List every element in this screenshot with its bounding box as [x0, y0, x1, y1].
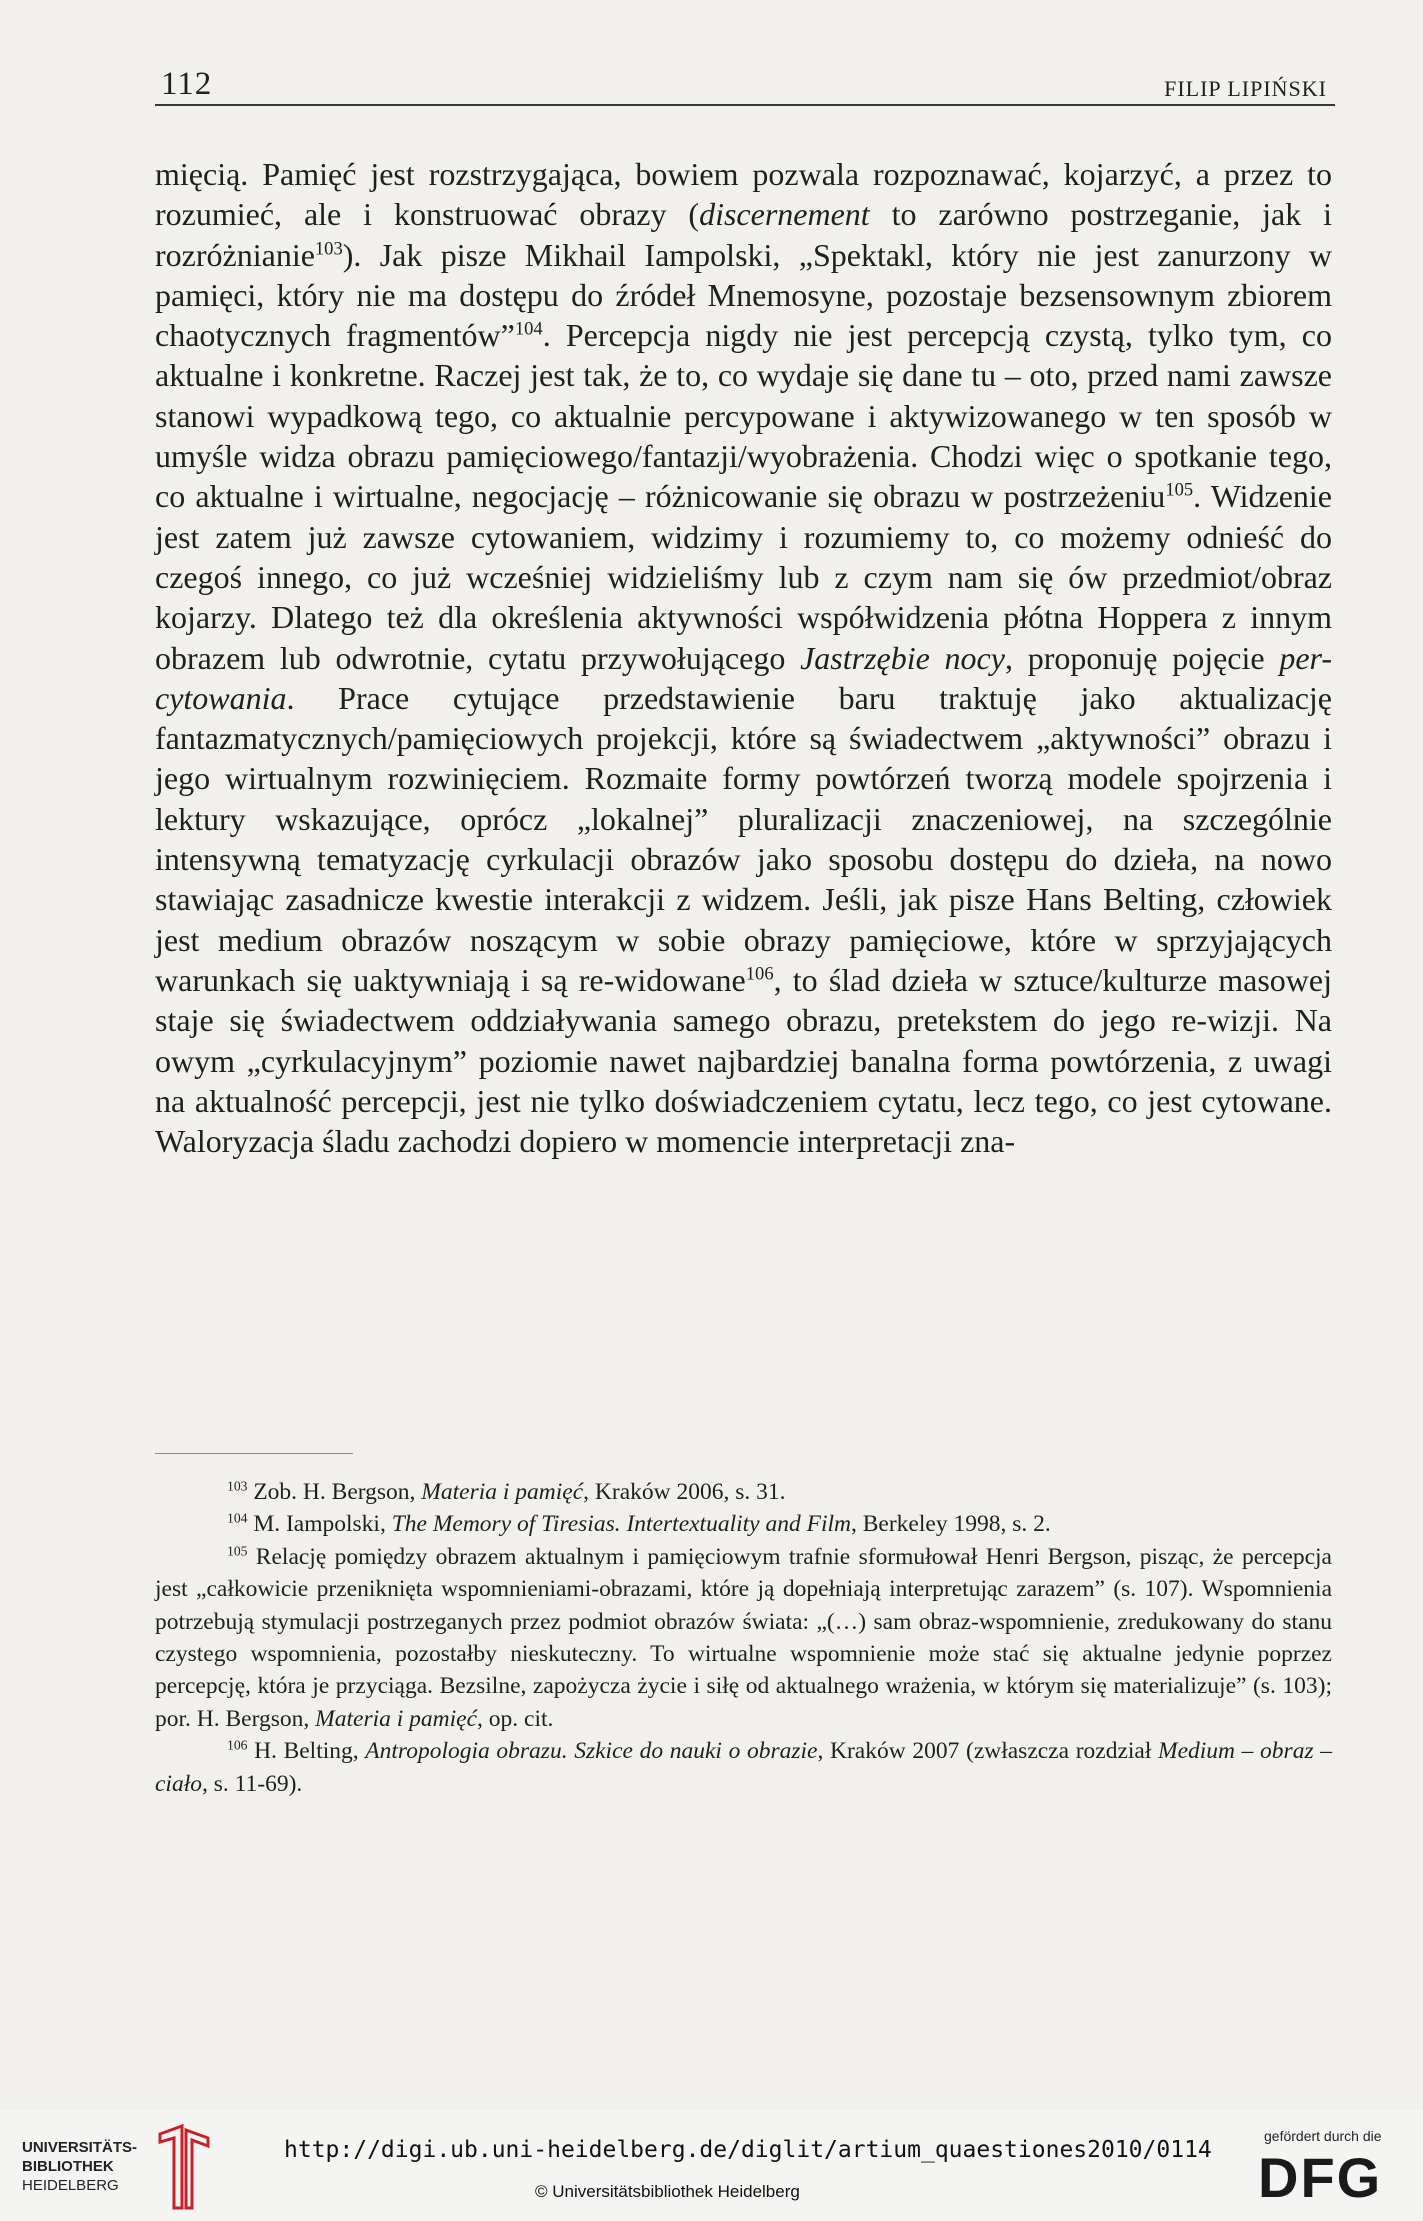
dfg-funding-logo[interactable] — [1258, 2128, 1403, 2212]
footnote-106 — [155, 1735, 1332, 1800]
dfg-logo-icon: DFG — [1258, 2146, 1383, 2209]
footnote-number: 105 — [227, 1543, 248, 1559]
footnote-text: , op. cit. — [477, 1705, 554, 1732]
library-name-line: BIBLIOTHEK — [22, 2158, 114, 2175]
university-library-logo[interactable] — [22, 2122, 232, 2212]
library-emblem-icon — [152, 2124, 214, 2210]
footnote-title: Materia i pamięć — [315, 1705, 478, 1732]
body-text-run: . Widzenie jest zatem już zawsze cytowaniem, widzimy i rozumiemy to, co możemy odnieść do czegoś innego, co już wcześniej widzieliśmy lub z czym nam się ów przedmiot/obraz kojarzy. Dlatego też dla określenia aktywności współwidzenia płótna Hoppera z innym obrazem lub odwrotnie, cytatu przywołującego — [155, 478, 1333, 676]
footnote-ref-103[interactable]: 103 — [314, 238, 343, 260]
source-url-link[interactable]: http://digi.ub.uni-heidelberg.de/diglit/artium_quaestiones2010/0114 — [284, 2137, 1212, 2163]
footnote-ref-104[interactable]: 104 — [514, 318, 543, 340]
footnote-text: , s. 11-69). — [202, 1770, 303, 1797]
footnote-number: 103 — [227, 1478, 248, 1494]
body-text-run: mięcią. Pamięć jest rozstrzygająca, bowiem pozwala rozpoznawać, kojarzyć, a przez to rozumieć, ale i konstruować obrazy ( — [155, 156, 1332, 233]
footnote-number: 104 — [227, 1510, 248, 1526]
body-text-run: . Percepcja nigdy nie jest percepcją czystą, tylko tym, co aktualne i konkretne. Raczej jest tak, że to, co wydaje się dane tu – oto, przed nami zawsze stanowi wypadkową tego, co aktualnie percypowane i aktywizowanego w ten sposób w umyśle widza obrazu pamięciowego/fantazji/wyobrażenia. Chodzi więc o spotkanie tego, co aktualne i wirtualne, negocjację – różnicowanie się obrazu w postrzeżeniu — [155, 317, 1333, 515]
footnote-ref-106[interactable]: 106 — [745, 963, 774, 985]
footnote-105 — [155, 1541, 1332, 1735]
footnote-text: M. Iampolski, — [247, 1511, 392, 1538]
body-text-run: ). Jak pisze Mikhail Iampolski, „Spektakl, który nie jest zanurzony w pamięci, który nie ma dostępu do źródeł Mnemosyne, pozostaje bezsensownym zbiorem chaotycznych fragmentów” — [155, 236, 1332, 354]
dfg-caption: gefördert durch die — [1264, 2128, 1382, 2144]
italic-title: Jastrzębie nocy — [800, 639, 1005, 676]
body-text-run: . Prace cytujące przedstawienie baru traktuję jako aktualizację fantazmatycznych/pamięciowych projekcji, które są świadectwem „aktywności” obrazu i jego wirtualnym rozwinięciem. Rozmaite formy powtórzeń tworzą modele spojrzenia i lektury wskazujące, oprócz „lokalnej” pluralizacji znaczeniowej, na szczególnie intensywną tematyzację cyrkulacji obrazów jako sposobu dostępu do dzieła, na nowo stawiając zasadnicze kwestie interakcji z widzem. Jeśli, jak pisze Hans Belting, człowiek jest medium obrazów noszącym w sobie obrazy pamięciowe, które w sprzyjających warunkach się uaktywniają i są re-widowane — [155, 679, 1332, 998]
header-rule — [155, 104, 1335, 106]
library-name-line: HEIDELBERG — [22, 2177, 119, 2194]
footnote-text: , Berkeley 1998, s. 2. — [851, 1511, 1051, 1538]
footnote-number: 106 — [227, 1737, 248, 1753]
running-header — [155, 62, 1335, 106]
body-text-run: , to ślad dzieła w sztuce/kulturze masowej staje się świadectwem oddziaływania samego obrazu, pretekstem do jego re-wizji. Na owym „cyrkulacyjnym” poziomie nawet najbardziej banalna forma powtórzenia, z uwagi na aktualność percepcji, jest nie tylko doświadczeniem cytatu, lecz tego, co jest cytowane. Waloryzacja śladu zachodzi dopiero w momencie interpretacji zna- — [155, 961, 1333, 1160]
footnotes — [155, 1476, 1332, 1800]
body-text-run: , proponuję pojęcie — [1004, 639, 1280, 676]
footnote-title: Medium – obraz – ciało — [155, 1738, 1332, 1797]
footnote-text: , Kraków 2006, s. 31. — [583, 1479, 786, 1505]
footnote-ref-105[interactable]: 105 — [1165, 479, 1194, 501]
footnote-title: The Memory of Tiresias. Intertextuality and Film — [391, 1511, 851, 1538]
footnote-104 — [155, 1508, 1332, 1540]
footnote-text: H. Belting, — [247, 1738, 366, 1765]
copyright-notice: © Universitätsbibliothek Heidelberg — [535, 2182, 800, 2201]
italic-term: discernement — [699, 196, 870, 233]
italic-term: per-cytowania — [155, 639, 1333, 716]
page-number: 112 — [161, 66, 213, 102]
footnote-text: Relację pomiędzy obrazem aktualnym i pamięciowym trafnie sformułował Henri Bergson, pisząc, że percepcja jest „całkowicie przeniknięta wspomnieniami-obrazami, które ją dopełniają interpretując zarazem” (s. 107). Wspomnienia potrzebują stymulacji postrzeganych przez podmiot obrazów świata: „(…) sam obraz-wspomnienie, zredukowany do stanu czystego wspomnienia, pozostałby nieskuteczny. To wirtualne wspomnienie może stać się aktualne jedynie poprzez percepcję, która je przyciąga. Bezsilne, zapożycza życie i siłę od aktualnego wrażenia, w którym się materializuje” (s. 103); por. H. Bergson, — [155, 1543, 1332, 1732]
footnote-text: , Kraków 2007 (zwłaszcza rozdział — [817, 1738, 1159, 1765]
footnote-text: Zob. H. Bergson, — [247, 1479, 422, 1505]
footnote-title: Materia i pamięć — [421, 1479, 584, 1505]
library-name-line: UNIVERSITÄTS- — [22, 2139, 138, 2156]
footnote-title: Antropologia obrazu. Szkice do nauki o obrazie — [365, 1738, 818, 1765]
footnote-103 — [155, 1476, 1332, 1508]
footnote-separator — [155, 1453, 353, 1454]
library-name — [22, 2138, 137, 2195]
running-title: FILIP LIPIŃSKI — [1164, 76, 1327, 101]
body-text-run: to zarówno postrzeganie, jak i rozróżnianie — [155, 196, 1333, 273]
body-paragraph — [155, 154, 1332, 1161]
